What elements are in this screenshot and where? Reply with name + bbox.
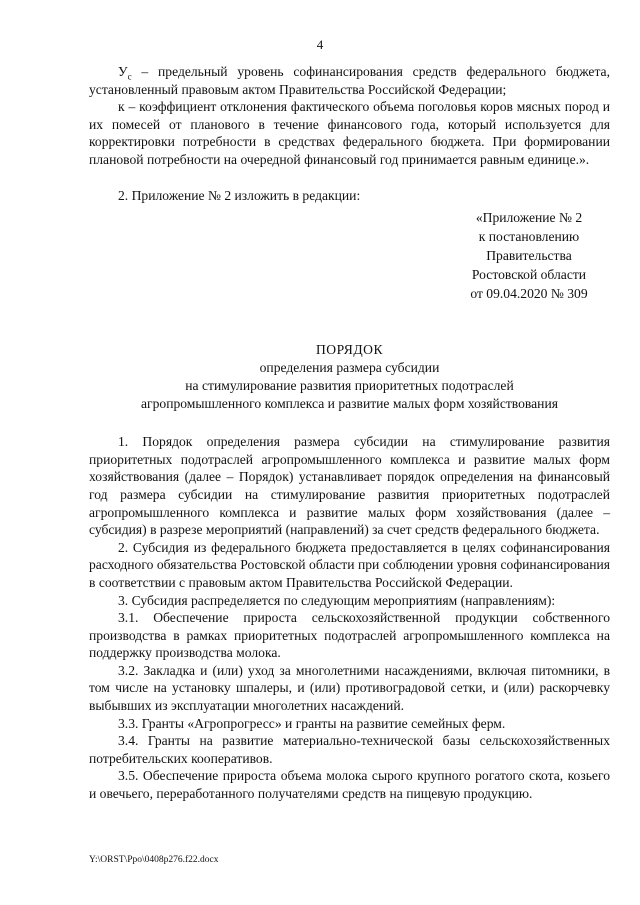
clause-3: 3. Субсидия распределяется по следующим мероприятиям (направлениям): [118,592,556,608]
appendix-line: от 09.04.2020 № 309 [470,286,588,302]
appendix-line: Ростовской области [471,267,587,283]
clause-3-1: 3.1. Обеспечение прироста сельскохозяйственной продукции собственного производства в рамках приоритетных подотраслей агропромышленного комплекса на поддержку производства молока. [89,610,610,661]
appendix-line: Правительства [486,248,572,264]
document-body [89,63,610,803]
title-line: определения размера субсидии [259,360,440,376]
symbol-subscript: c [127,71,132,82]
appendix-line: к постановлению [478,229,580,245]
clause-1: 1. Порядок определения размера субсидии на стимулирование развития приоритетных подотраслей агропромышленного комплекса и развитие малых форм хозяйствования (далее – Порядок) устанавливает порядок определения на финансовый год размера субсидии на стимулирование развития приоритетных подотраслей агропромышленного комплекса и развитие малых форм хозяйствования (далее – субсидия) в разрезе мероприятий (направлений) за счет средств федерального бюджета. [89,434,610,538]
paragraph-k: к – коэффициент отклонения фактического объема поголовья коров мясных пород и их помесей от планового в течение финансового года, который используется для корректировки потребности в средствах федерального бюджета. При формировании плановой потребности на очередной финансовый год принимается равным единице.». [89,99,610,167]
file-path-footer: Y:\ORST\Ppo\0408p276.f22.docx [89,855,219,865]
document-title [89,341,610,413]
clause-3-3: 3.3. Гранты «Агропрогресс» и гранты на развитие семейных ферм. [118,715,506,731]
paragraph-yc-text: – предельный уровень софинансирования средств федерального бюджета, установленный правовым актом Правительства Российской Федерации; [89,64,610,97]
clause-2: 2. Субсидия из федерального бюджета предоставляется в целях софинансирования расходного обязательства Ростовской области при соблюдении уровня софинансирования в соответствии с правовым актом Правительства Российской Федерации. [89,539,610,590]
item-2: 2. Приложение № 2 изложить в редакции: [118,187,361,203]
title-heading: ПОРЯДОК [315,342,384,358]
paragraph-yc [89,63,610,98]
appendix-header [449,208,609,303]
clause-3-4: 3.4. Гранты на развитие материально-технической базы сельскохозяйственных потребительских кооперативов. [89,733,610,766]
symbol-y: У [118,64,128,79]
title-line: на стимулирование развития приоритетных подотраслей [185,378,514,394]
appendix-line: «Приложение № 2 [475,210,583,226]
title-line: агропромышленного комплекса и развитие малых форм хозяйствования [141,396,558,412]
page-number: 4 [316,37,324,52]
clause-3-2: 3.2. Закладка и (или) уход за многолетними насаждениями, включая питомники, в том числе на установку шпалеры, и (или) противоградовой сетки, и (или) раскорчевку выбывших из эксплуатации многолетних насаждений. [89,662,610,714]
clause-3-5: 3.5. Обеспечение прироста объема молока сырого крупного рогатого скота, козьего и овечьего, переработанного получателями средств на пищевую продукцию. [89,768,610,802]
